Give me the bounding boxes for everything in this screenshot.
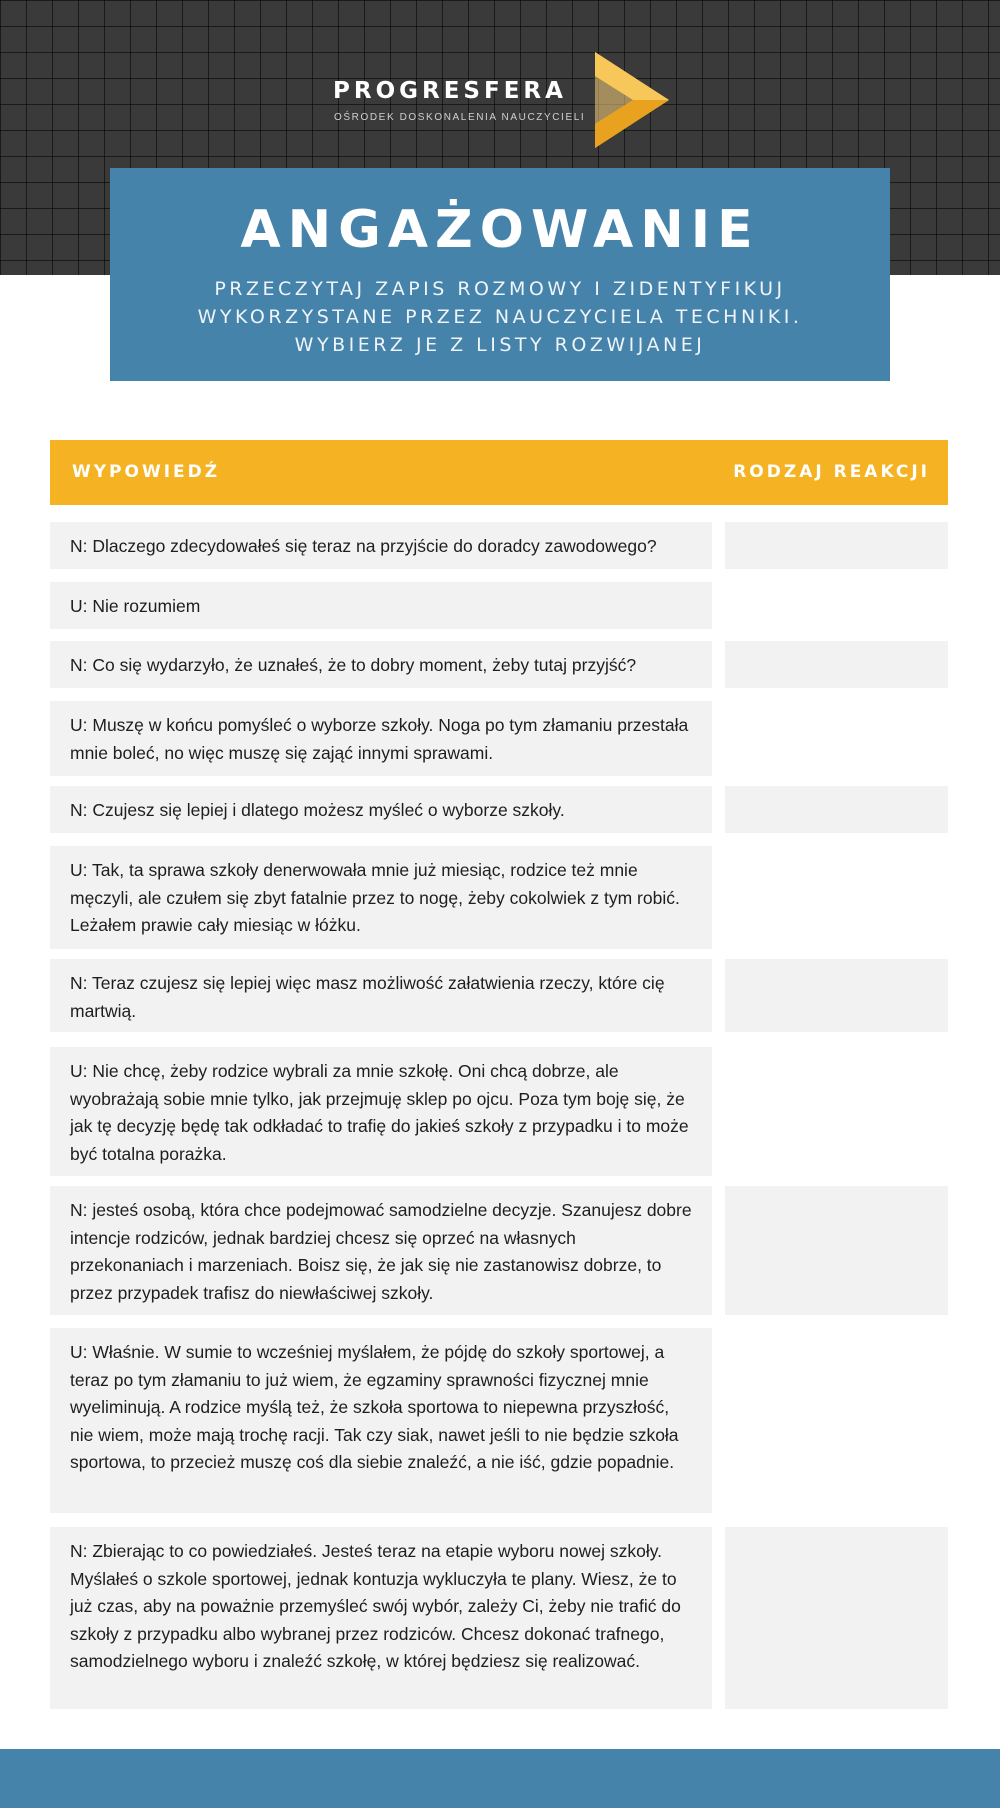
reaction-dropdown[interactable] <box>725 522 948 569</box>
page-instructions: PRZECZYTAJ ZAPIS ROZMOWY I ZIDENTYFIKUJ WYKORZYSTANE PRZEZ NAUCZYCIELA TECHNIKI. WYBIERZ JE Z LISTY ROZWIJANEJ <box>197 278 803 357</box>
utterance-text: U: Nie rozumiem <box>50 582 712 629</box>
table-row <box>50 701 948 776</box>
table-row <box>50 522 948 569</box>
table-row <box>50 786 948 833</box>
table-row <box>50 1047 948 1176</box>
table-row <box>50 641 948 688</box>
utterance-text: U: Nie chcę, żeby rodzice wybrali za mnie szkołę. Oni chcą dobrze, ale wyobrażają sobie mnie tylko, jak przejmuję sklep po ojcu. Poza tym boję się, że jak tę decyzję będę tak odkładać to trafię do jakieś szkoły z przypadku i to może być totalna porażka. <box>50 1047 712 1176</box>
utterance-text: U: Muszę w końcu pomyśleć o wyborze szkoły. Noga po tym złamaniu przestała mnie boleć, no więc muszę się zająć innymi sprawami. <box>50 701 712 776</box>
utterance-text: N: jesteś osobą, która chce podejmować samodzielne decyzje. Szanujesz dobre intencje rodziców, jednak bardziej chcesz się oprzeć na własnych przekonaniach i marzeniach. Boisz się, że jak się nie zastanowisz dobrze, to przez przypadek trafisz do niewłaściwej szkoły. <box>50 1186 712 1315</box>
brand-name: PROGRESFERA <box>333 78 567 104</box>
footer-bar <box>0 1749 1000 1808</box>
utterance-text: N: Teraz czujesz się lepiej więc masz możliwość załatwienia rzeczy, które cię martwią. <box>50 959 712 1032</box>
utterance-text: N: Czujesz się lepiej i dlatego możesz myśleć o wyborze szkoły. <box>50 786 712 833</box>
table-row <box>50 846 948 949</box>
brand-logo <box>333 50 673 150</box>
table-header <box>50 440 948 505</box>
utterance-text: U: Właśnie. W sumie to wcześniej myślałem, że pójdę do szkoły sportowej, a teraz po tym złamaniu to już wiem, że egzaminy sprawności fizycznej mnie wyeliminują. A rodzice myślą też, że szkoła sportowa to niepewna przyszłość, nie wiem, może mają trochę racji. Tak czy siak, nawet jeśli to nie będzie szkoła sportowa, to przecież muszę coś dla siebie znaleźć, a nie iść, gdzie popadnie. <box>50 1328 712 1513</box>
reaction-dropdown[interactable] <box>725 1186 948 1315</box>
title-banner <box>110 168 890 381</box>
table-row <box>50 959 948 1032</box>
table-row <box>50 582 948 629</box>
utterance-text: U: Tak, ta sprawa szkoły denerwowała mnie już miesiąc, rodzice też mnie męczyli, ale czułem się zbyt fatalnie przez to nogę, żeby cokolwiek z tym robić. Leżałem prawie cały miesiąc w łóżku. <box>50 846 712 949</box>
column-header-reaction: RODZAJ REAKCJI <box>733 462 930 482</box>
utterance-text: N: Co się wydarzyło, że uznałeś, że to dobry moment, żeby tutaj przyjść? <box>50 641 712 688</box>
arrow-chevron-logo-icon <box>595 52 669 148</box>
reaction-dropdown[interactable] <box>725 786 948 833</box>
reaction-dropdown[interactable] <box>725 1527 948 1709</box>
utterance-text: N: Dlaczego zdecydowałeś się teraz na przyjście do doradcy zawodowego? <box>50 522 712 569</box>
utterance-text: N: Zbierając to co powiedziałeś. Jesteś teraz na etapie wyboru nowej szkoły. Myślałeś o szkole sportowej, jednak kontuzja wykluczyła te plany. Wiesz, że to już czas, aby na poważnie przemyśleć swój wybór, zależy Ci, żeby nie trafić do szkoły z przypadku albo wybranej przez rodziców. Chcesz dokonać trafnego, samodzielnego wyboru i znaleźć szkołę, w której będziesz się realizować. <box>50 1527 712 1709</box>
table-row <box>50 1186 948 1315</box>
reaction-dropdown[interactable] <box>725 641 948 688</box>
brand-tagline: OŚRODEK DOSKONALENIA NAUCZYCIELI <box>334 112 586 123</box>
reaction-dropdown[interactable] <box>725 959 948 1032</box>
table-row <box>50 1527 948 1709</box>
table-row <box>50 1328 948 1513</box>
page-title: ANGAŻOWANIE <box>240 200 760 260</box>
column-header-utterance: WYPOWIEDŹ <box>72 462 221 482</box>
